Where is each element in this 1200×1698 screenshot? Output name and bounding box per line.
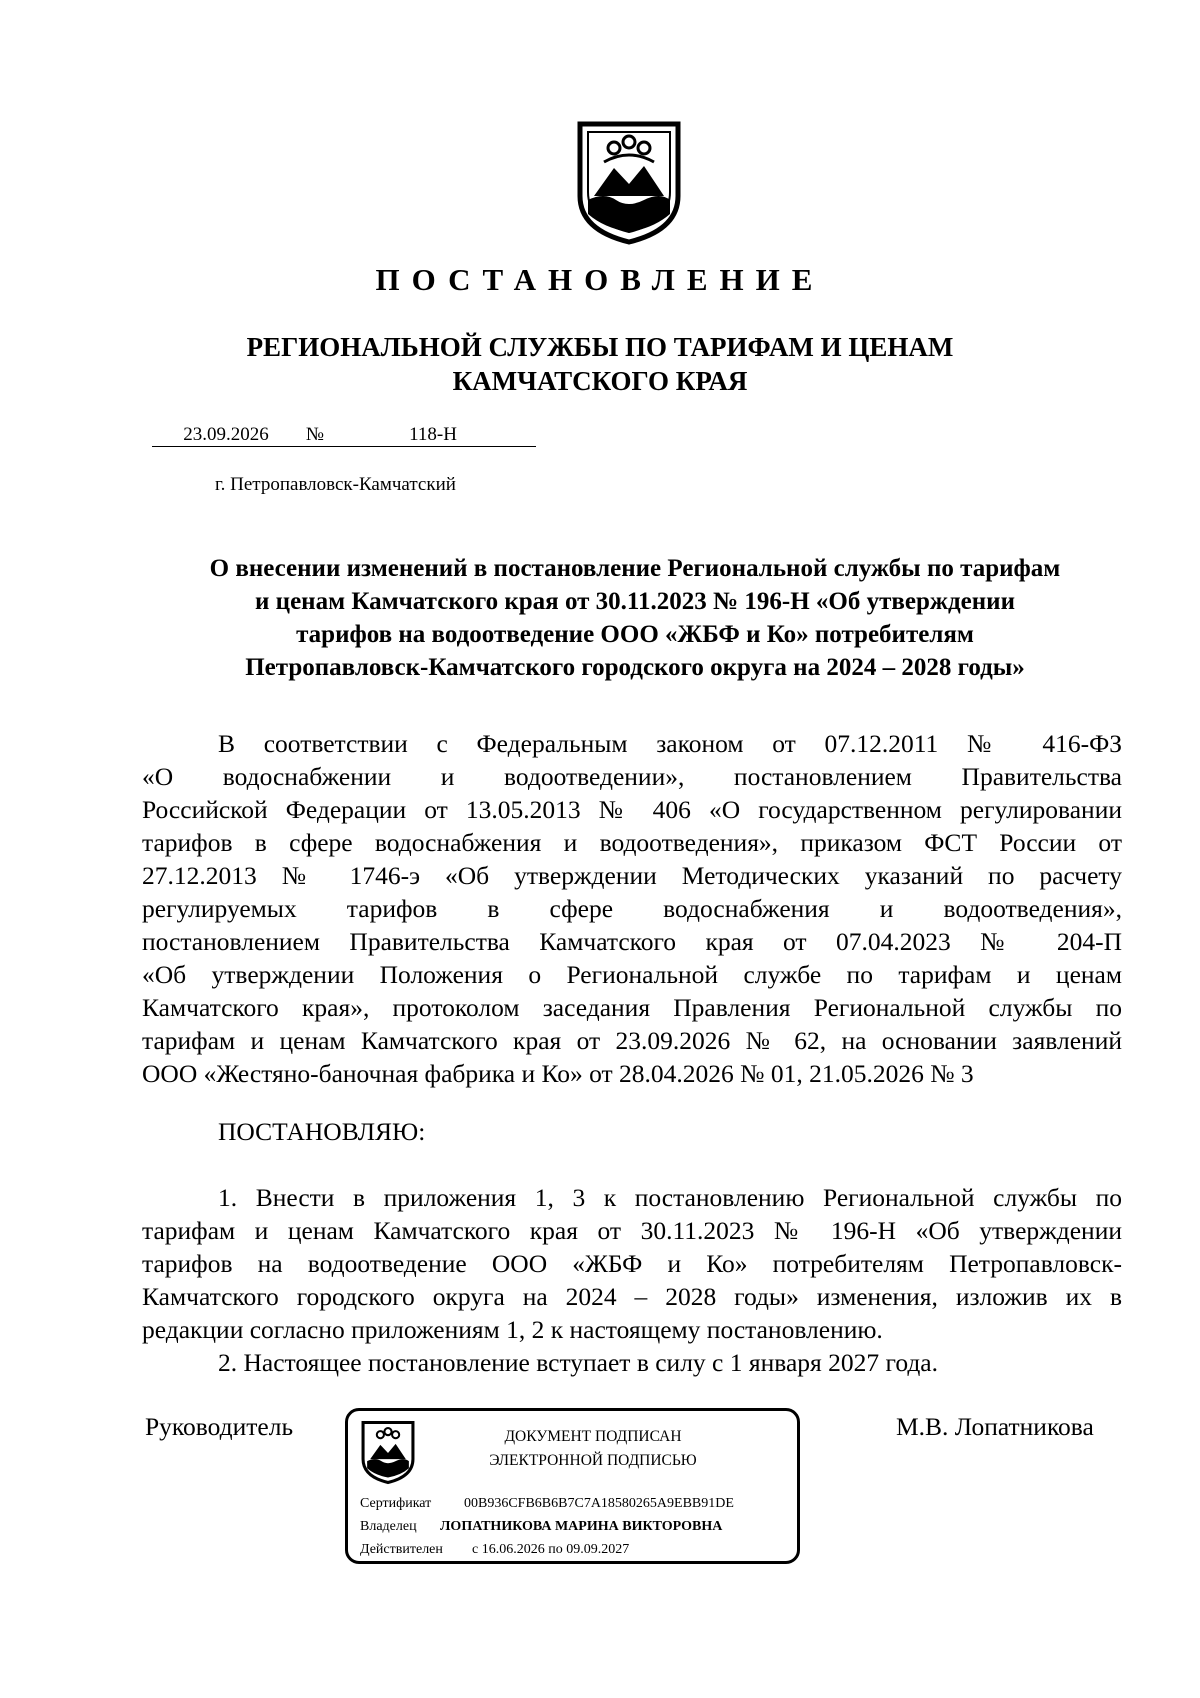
stamp-validity: Действителен с 16.06.2026 по 09.09.2027 — [360, 1542, 630, 1557]
item-2-paragraph: 2. Настоящее постановление вступает в силу с 1 января 2027 года. — [218, 1348, 939, 1377]
city: г. Петропавловск-Камчатский — [215, 474, 456, 495]
document-subject: О внесении изменений в постановление Региональной службы по тарифам и ценам Камчатского края от 30.11.2023 № 196-Н «Об утверждении тарифов на водоотведение ООО «ЖБФ и Ко» потребителям Петропавловск-Камчатского городского округа на 2024 – 2028 годы» — [209, 555, 1061, 681]
document-date: 23.09.2026 — [152, 424, 300, 447]
stamp-heading: ДОКУМЕНТ ПОДПИСАН ЭЛЕКТРОННОЙ ПОДПИСЬЮ — [489, 1428, 697, 1469]
stamp-owner: Владелец ЛОПАТНИКОВА МАРИНА ВИКТОРОВНА — [360, 1519, 723, 1534]
preamble-paragraph: В соответствии с Федеральным законом от 07.12.2011 № 416-ФЗ «О водоснабжении и водоотведении», постановлением Правительства Российской Федерации от 13.05.2013 № 406 «О государственном регулировании тарифов в сфере водоснабжения и водоотведения», приказом ФСТ России от 27.12.2013 № 1746-э «Об утверждении Методических указаний по расчету регулируемых тарифов в сфере водоснабжения и водоотведения», постановлением Правительства Камчатского края от 07.04.2023 № 204-П «Об утверждении Положения о Региональной службе по тарифам и ценам Камчатского края», протоколом заседания Правления Региональной службы по тарифам и ценам Камчатского края от 23.09.2026 № 62, на основании заявлений ООО «Жестяно-баночная фабрика и Ко» от 28.04.2026 № 01, 21.05.2026 № 3 — [142, 729, 1122, 1088]
resolve-heading: ПОСТАНОВЛЯЮ: — [218, 1117, 426, 1146]
document-title: ПОСТАНОВЛЕНИЕ — [375, 262, 825, 297]
date-and-number — [152, 424, 536, 447]
stamp-emblem-icon — [360, 1419, 416, 1485]
signer-name: М.В. Лопатникова — [896, 1412, 1094, 1441]
stamp-certificate: Сертификат 00B936CFB6B6B7C7A18580265A9EBB91DE — [360, 1496, 734, 1511]
coat-of-arms-icon — [574, 118, 684, 246]
issuing-organization: РЕГИОНАЛЬНОЙ СЛУЖБЫ ПО ТАРИФАМ И ЦЕНАМ КАМЧАТСКОГО КРАЯ — [246, 332, 954, 396]
signer-position: Руководитель — [145, 1412, 294, 1441]
item-1-paragraph: 1. Внести в приложения 1, 3 к постановлению Региональной службы по тарифам и ценам Камчатского края от 30.11.2023 № 196-Н «Об утверждении тарифов на водоотведение ООО «ЖБФ и Ко» потребителям Петропавловск- Камчатского городского округа на 2024 – 2028 годы» изменения, изложив их в редакции согласно приложениям 1, 2 к настоящему постановлению. — [142, 1183, 1122, 1344]
electronic-signature-stamp — [345, 1408, 800, 1564]
document-number: 118-Н — [330, 424, 536, 447]
number-sign: № — [300, 424, 330, 447]
